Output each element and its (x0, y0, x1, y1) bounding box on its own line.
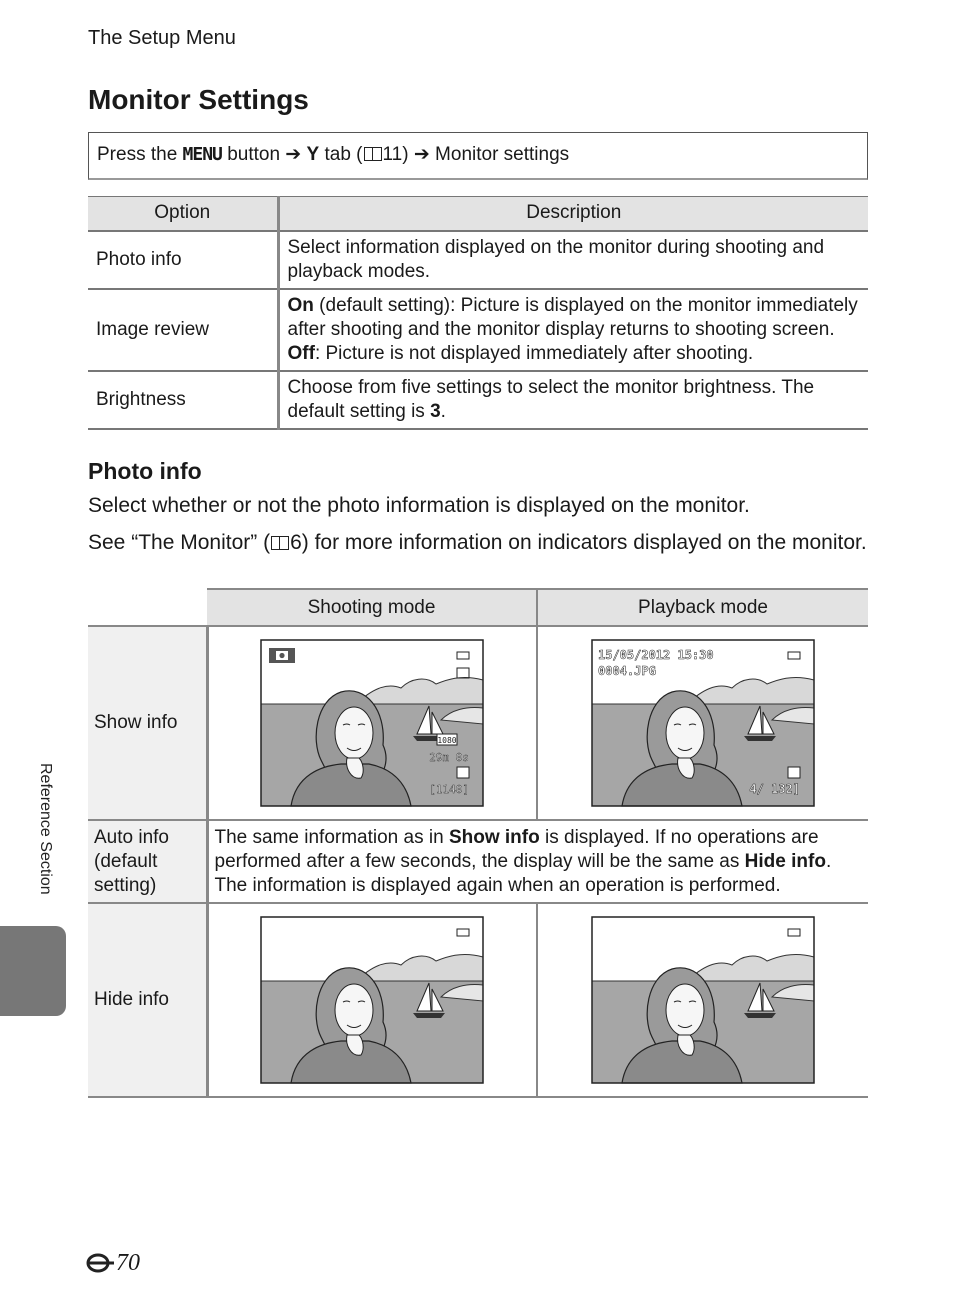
off-text: : Picture is not displayed immediately after shooting. (314, 342, 754, 364)
arrow-icon: ➔ (413, 144, 430, 165)
book-icon (364, 147, 382, 161)
page-title: Monitor Settings (88, 84, 309, 115)
corner-cell (88, 589, 207, 626)
option-description: Select information displayed on the monitor during shooting and playback modes. (278, 231, 868, 289)
playback-filename: 0004.JPG (598, 664, 656, 678)
playback-screen-hide-info-image (591, 916, 815, 1084)
desc-text: . The information is displayed again when an operation is performed. (214, 850, 832, 896)
off-label: Off (287, 342, 315, 364)
menu-button-icon: MENU (182, 144, 222, 165)
period: . (440, 400, 446, 422)
nav-destination: Monitor settings (435, 144, 570, 165)
page-number (86, 1250, 140, 1277)
option-description (278, 289, 868, 371)
remaining-shots: [1140] (429, 783, 470, 796)
options-table (88, 196, 868, 430)
shooting-show-cell (207, 626, 537, 820)
playback-screen-show-info-image (591, 639, 815, 807)
table-row (88, 371, 868, 429)
option-description (278, 371, 868, 429)
section-tab-marker (0, 926, 66, 1016)
column-header-option: Option (88, 197, 278, 231)
subsection-title: Photo info (88, 458, 202, 484)
shooting-screen-show-info-image (260, 639, 484, 807)
desc-text: is displayed. If no operations are performed after a few seconds, the display will be the same as (214, 826, 819, 872)
desc-text: The same information as in (214, 826, 449, 848)
playback-hide-cell (537, 903, 868, 1097)
table-row (88, 820, 868, 903)
playback-counter: 4/ 132] (749, 782, 800, 796)
column-header-shooting: Shooting mode (207, 589, 537, 626)
column-header-playback: Playback mode (537, 589, 868, 626)
remaining-time: 29m 0s (429, 751, 470, 764)
row-label-show-info: Show info (88, 626, 207, 820)
menu-path-box (88, 132, 868, 180)
column-header-description: Description (278, 197, 868, 231)
table-row (88, 903, 868, 1097)
page-number-text: 70 (116, 1250, 140, 1276)
table-row (88, 231, 868, 289)
auto-info-description (207, 820, 868, 903)
desc-bold: Hide info (744, 850, 826, 872)
row-label-auto-info: Auto info (default setting) (88, 820, 207, 903)
resolution-indicator: 1080 (437, 736, 457, 745)
para-text: See “The Monitor” ( (88, 531, 271, 554)
book-icon (271, 536, 289, 550)
paragraph: Select whether or not the photo information is displayed on the monitor. (88, 494, 750, 517)
shooting-hide-cell (207, 903, 537, 1097)
brightness-text: Choose from five settings to select the monitor brightness. The default setting is (287, 376, 815, 422)
nav-press-text: Press the (97, 144, 178, 165)
arrow-icon: ➔ (285, 144, 302, 165)
running-header: The Setup Menu (88, 27, 236, 49)
on-text: (default setting): Picture is displayed on the monitor immediately after shooting and the monitor display returns to shooting screen. (287, 294, 858, 340)
playback-datetime: 15/05/2012 15:30 (598, 648, 714, 662)
section-side-label: Reference Section (37, 763, 54, 895)
table-row (88, 626, 868, 820)
photo-info-table (88, 588, 868, 1098)
shooting-screen-hide-info-image (260, 916, 484, 1084)
desc-bold: Show info (448, 826, 540, 848)
default-value: 3 (430, 400, 441, 422)
paragraph (88, 528, 868, 557)
nav-page-ref: 11) (382, 144, 409, 165)
para-text: 6) for more information on indicators displayed on the monitor. (290, 531, 867, 554)
playback-show-cell (537, 626, 868, 820)
row-label-hide-info: Hide info (88, 903, 207, 1097)
reference-e-icon (86, 1253, 116, 1273)
on-label: On (287, 294, 314, 316)
option-name: Image review (88, 289, 278, 371)
option-name: Brightness (88, 371, 278, 429)
option-name: Photo info (88, 231, 278, 289)
nav-tab-text: tab ( (324, 144, 363, 165)
nav-button-text: button (227, 144, 281, 165)
wrench-icon: Y (306, 144, 320, 165)
table-row (88, 289, 868, 371)
